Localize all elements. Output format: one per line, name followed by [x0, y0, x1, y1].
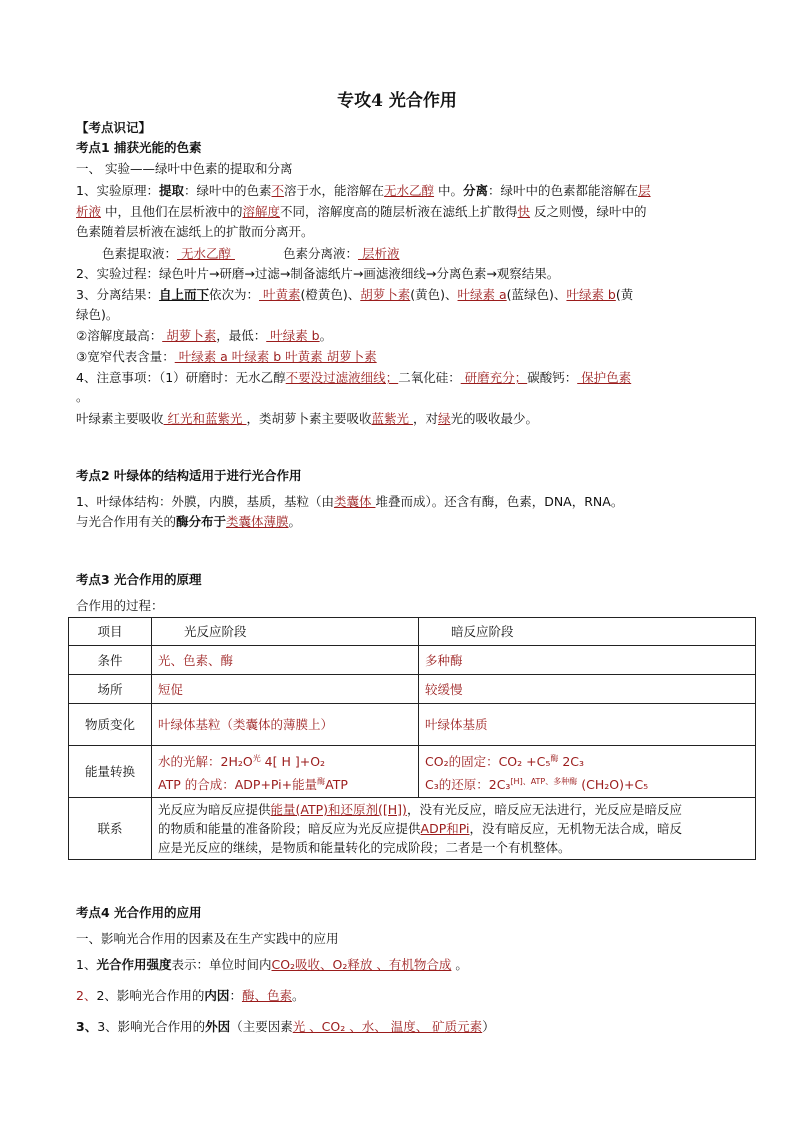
kp1-notes [76, 368, 631, 388]
text: 应是光反应的继续，是物质和能量转化的完成阶段；二者是一个有机整体。 [158, 840, 571, 855]
answer-text: 类囊体薄膜 [226, 514, 289, 529]
equation-line [158, 749, 412, 771]
answer-text: 叶绿素 a [457, 287, 507, 302]
text: ，没有暗反应，无机物无法合成，暗反 [469, 821, 682, 836]
text: （主要因素 [230, 1019, 293, 1034]
text: 2、影响光合作用的 [96, 988, 205, 1003]
kp1-solutions [102, 244, 399, 264]
answer-text: 快 [517, 204, 531, 219]
text: 中。 [434, 183, 464, 198]
table-cell: 条件 [69, 646, 152, 675]
photosynthesis-table [68, 617, 756, 860]
text: 分离 [463, 183, 489, 198]
table-header-row [69, 618, 756, 646]
table-cell-dark-energy [419, 746, 756, 798]
text: ②溶解度最高： [76, 328, 163, 343]
table-cell: 较缓慢 [419, 675, 756, 704]
text: ，没有光反应，暗反应无法进行，光反应是暗反应 [406, 802, 682, 817]
text: ，对 [412, 411, 438, 426]
text: 1、实验原理： [76, 183, 159, 198]
answer-text: 溶解度 [242, 204, 281, 219]
text: 堆叠而成）。还含有酶，色素，DNA，RNA。 [375, 494, 624, 509]
answer-text: 绿 [437, 411, 451, 426]
text: 3、影响光合作用的 [97, 1019, 206, 1034]
text: 不同，溶解度高的随层析液在滤纸上扩散得 [280, 204, 518, 219]
equation-line [158, 772, 412, 794]
table-header-cell: 暗反应阶段 [419, 618, 756, 646]
text: 1、叶绿体结构：外膜，内膜，基质，基粒（由 [76, 494, 334, 509]
table-cell-relation [152, 798, 756, 860]
table-cell: 叶绿体基质 [419, 704, 756, 746]
kp1-absorption [76, 409, 538, 429]
text: ，类胡萝卜素主要吸收 [246, 411, 372, 426]
text: 光合作用强度 [96, 957, 172, 972]
answer-text: 胡萝卜素 [360, 287, 411, 302]
answer-text: 无水乙醇 [384, 183, 435, 198]
kp1-result-cont: 绿色)。 [76, 307, 119, 322]
text: ③宽窄代表含量： [76, 349, 175, 364]
kp4-line4 [76, 1017, 495, 1037]
text: ：绿叶中的色素都能溶解在 [488, 183, 639, 198]
text: (CH₂O)+C₅ [577, 776, 649, 792]
answer-text: 叶绿素 b [266, 328, 320, 343]
text: 2C₃ [558, 754, 585, 770]
text: 2、 [76, 988, 97, 1003]
kp3-intro: 合作用的过程： [76, 598, 164, 613]
text: 内因 [204, 988, 230, 1003]
answer-text: CO₂吸收、O₂释放 、有机物合成 [271, 957, 452, 972]
answer-text: 红光和蓝紫光 [163, 411, 247, 426]
text: 与光合作用有关的 [76, 514, 177, 529]
text: 酶 [550, 754, 559, 764]
text: 光反应为暗反应提供 [158, 802, 271, 817]
text: ： [229, 988, 242, 1003]
answer-text: 蓝紫光 [371, 411, 413, 426]
kp1-heading: 考点1 捕获光能的色素 [76, 140, 202, 155]
text: C₃的还原：2C₃ [425, 776, 511, 792]
equation-line [425, 772, 749, 794]
kp1-notes-cont: 。 [76, 389, 89, 404]
text: 提取 [158, 183, 184, 198]
kp1-principle-line2 [76, 202, 647, 222]
kp1-result [76, 285, 633, 305]
table-row [69, 746, 756, 798]
answer-text: 叶黄素 [259, 287, 301, 302]
text: 酶分布于 [176, 514, 227, 529]
kp1-line1: 一、 实验——绿叶中色素的提取和分离 [76, 161, 293, 176]
text: 光 [252, 754, 261, 764]
answer-text: 不 [271, 183, 285, 198]
table-cell: 联系 [69, 798, 152, 860]
table-cell: 叶绿体基粒（类囊体的薄膜上） [152, 704, 419, 746]
kp3-heading: 考点3 光合作用的原理 [76, 572, 202, 587]
text: 。 [288, 514, 302, 529]
answer-text: 类囊体 [333, 494, 376, 509]
answer-text: 不要没过滤液细线； [285, 370, 399, 385]
table-cell: 短促 [152, 675, 419, 704]
text: 表示：单位时间内 [171, 957, 272, 972]
text: (橙黄色)、 [300, 287, 361, 302]
table-header-cell: 光反应阶段 [152, 618, 419, 646]
text: 4、注意事项：（1）研磨时：无水乙醇 [76, 370, 286, 385]
text: ） [482, 1019, 495, 1034]
kp1-width [76, 347, 377, 367]
kp4-line3 [76, 986, 304, 1006]
table-row [69, 646, 756, 675]
answer-text: 能量(ATP)和还原剂([H]) [270, 802, 407, 817]
table-cell: 能量转换 [69, 746, 152, 798]
text: CO₂的固定：CO₂ +C₅ [425, 754, 551, 770]
answer-text: 叶绿素 b [566, 287, 616, 302]
kp4-line2 [76, 955, 468, 975]
text: 水的光解：2H₂O [158, 754, 253, 770]
text: 1、 [76, 957, 97, 972]
text: (黄 [615, 287, 634, 302]
kp2-line2 [76, 512, 301, 532]
table-header-cell: 项目 [69, 618, 152, 646]
kp4-line1: 一、影响光合作用的因素及在生产实践中的应用 [76, 931, 339, 946]
answer-text: 析液 [76, 204, 102, 219]
text: ATP [325, 776, 348, 792]
table-cell: 场所 [69, 675, 152, 704]
answer-text: 层析液 [357, 246, 400, 261]
text: 外因 [205, 1019, 231, 1034]
text: 反之则慢，绿叶中的 [530, 204, 647, 219]
answer-text: 层 [638, 183, 651, 198]
table-row [69, 704, 756, 746]
text: 4[ H ]+O₂ [260, 754, 326, 770]
table-cell: 多种酶 [419, 646, 756, 675]
text: 依次为： [208, 287, 259, 302]
answer-text: 胡萝卜素 [162, 328, 217, 343]
table-cell-light-energy [152, 746, 419, 798]
text: 。 [291, 988, 305, 1003]
section-label: 【考点识记】 [76, 120, 152, 135]
answer-text: 保护色素 [577, 370, 632, 385]
text: ATP 的合成：ADP+Pi+能量 [158, 776, 318, 792]
text: 酶 [317, 776, 326, 786]
kp2-line1 [76, 492, 623, 512]
text: 色素分离液： [282, 246, 358, 261]
answer-text: 无水乙醇 [177, 246, 235, 261]
kp1-process: 2、实验过程：绿色叶片→研磨→过滤→制备滤纸片→画滤液细线→分离色素→观察结果。 [76, 266, 560, 281]
text: 色素提取液： [102, 246, 178, 261]
text: 的物质和能量的准备阶段；暗反应为光反应提供 [158, 821, 421, 836]
text: 。 [319, 328, 333, 343]
table-row [69, 675, 756, 704]
kp4-heading: 考点4 光合作用的应用 [76, 905, 202, 920]
answer-text: ADP和Pi [420, 821, 470, 836]
text: 光的吸收最少。 [450, 411, 539, 426]
text: 自上而下 [158, 287, 209, 302]
answer-text: 酶、色素 [241, 988, 292, 1003]
text: 二氧化硅： [398, 370, 461, 385]
text: (蓝绿色)、 [506, 287, 567, 302]
kp2-heading: 考点2 叶绿体的结构适用于进行光合作用 [76, 468, 302, 483]
table-row [69, 798, 756, 860]
answer-text: 研磨充分； [460, 370, 528, 385]
text: 3、 [76, 1019, 98, 1034]
kp1-principle-line [76, 181, 651, 201]
text: (黄色)、 [410, 287, 458, 302]
kp1-solubility [76, 326, 332, 346]
text: 3、分离结果： [76, 287, 159, 302]
text: 中，且他们在层析液中的 [101, 204, 243, 219]
kp1-principle-line3: 色素随着层析液在滤纸上的扩散而分离开。 [76, 224, 314, 239]
text: 。 [451, 957, 468, 972]
equation-line [425, 749, 749, 771]
text: ，最低： [216, 328, 267, 343]
table-cell: 光、色素、酶 [152, 646, 419, 675]
text: 溶于水，能溶解在 [284, 183, 385, 198]
table-cell: 物质变化 [69, 704, 152, 746]
answer-text: 光 、CO₂ 、水、 温度、 矿质元素 [292, 1019, 483, 1034]
answer-text: 叶绿素 a 叶绿素 b 叶黄素 胡萝卜素 [174, 349, 377, 364]
text: ：绿叶中的色素 [183, 183, 272, 198]
text: 叶绿素主要吸收 [76, 411, 164, 426]
text: 碳酸钙： [527, 370, 578, 385]
text: [H]、ATP、多种酶 [510, 776, 578, 786]
page-title: 专攻4 光合作用 [337, 91, 457, 111]
